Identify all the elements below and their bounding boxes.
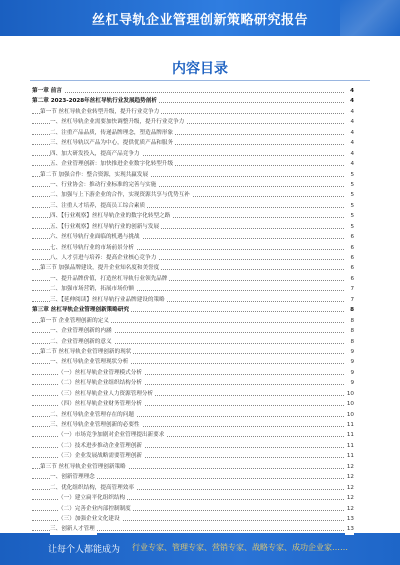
toc-entry-label: 一、丝杠导轨企业管理现状分析 — [50, 357, 130, 367]
table-of-contents — [32, 86, 354, 535]
toc-entry-page: 8 — [348, 326, 354, 336]
toc-entry-label: 七、丝杠导轨行业的市场前景分析 — [50, 243, 136, 253]
toc-entry-label: 一、企业管理创新的内涵 — [50, 326, 114, 336]
toc-entry-label: 二、企业管理创新的意义 — [50, 337, 114, 347]
toc-entry[interactable] — [32, 170, 354, 180]
toc-entry[interactable] — [32, 243, 354, 253]
toc-entry-label: 第三章 丝杠导轨企业管理创新策略研究 — [32, 305, 131, 315]
toc-entry-page: 6 — [348, 232, 354, 242]
footer-slogan: 让每个人都能成为 — [48, 545, 121, 555]
toc-entry-page: 6 — [348, 253, 354, 263]
toc-entry-label: 一、提升品牌价值，打造丝杠导轨行业领先品牌 — [50, 274, 169, 284]
toc-entry[interactable] — [32, 472, 354, 482]
toc-entry-label: 第三节 丝杠导轨企业管理创新策略 — [40, 462, 128, 472]
toc-entry-label: （一）市场竞争加剧对企业管理提出新要求 — [58, 430, 166, 440]
toc-entry[interactable] — [32, 190, 354, 200]
toc-entry[interactable] — [32, 263, 354, 273]
toc-entry[interactable] — [32, 410, 354, 420]
toc-entry-label: 五、企业管理创新：加快推进企业数字化转型升级 — [50, 159, 175, 169]
toc-leader-dots — [32, 92, 344, 93]
toc-entry-label: 第一章 前言 — [32, 86, 64, 96]
toc-entry[interactable] — [32, 451, 354, 461]
toc-entry-page: 5 — [348, 180, 354, 190]
toc-entry-page: 12 — [345, 493, 354, 503]
toc-entry[interactable] — [32, 138, 354, 148]
toc-entry-page: 8 — [348, 305, 354, 315]
toc-entry[interactable] — [32, 347, 354, 357]
toc-entry-page: 10 — [345, 389, 354, 399]
toc-entry-page: 5 — [348, 190, 354, 200]
toc-entry-page: 6 — [348, 274, 354, 284]
toc-entry-label: 八、人才引进与培养：提高企业核心竞争力 — [50, 253, 158, 263]
toc-entry-page: 5 — [348, 222, 354, 232]
toc-entry[interactable] — [32, 295, 354, 305]
toc-entry-page: 9 — [348, 357, 354, 367]
toc-entry-label: 二、加强与上下游企业的合作，实现资源共享与优势互补 — [50, 190, 192, 200]
toc-entry-label: （三）加强企业文化建设 — [58, 514, 122, 524]
toc-entry[interactable] — [32, 389, 354, 399]
toc-entry-label: 三、注重人才培养，提高员工综合素质 — [50, 201, 147, 211]
toc-entry-label: （一）丝杠导轨企业管理模式分析 — [58, 368, 144, 378]
toc-entry-label: （三）丝杠导轨企业人力资源管理分析 — [58, 389, 155, 399]
toc-entry-label: 三、【延伸阅读】丝杠导轨行业品牌建设的策略 — [50, 295, 167, 305]
toc-entry[interactable] — [32, 504, 354, 514]
toc-entry[interactable] — [32, 514, 354, 524]
toc-entry-label: 二、注重产品品质，传递品牌理念，塑造品牌形象 — [50, 128, 175, 138]
toc-entry-page: 6 — [348, 243, 354, 253]
toc-entry-page: 4 — [348, 138, 354, 148]
header-banner — [0, 0, 400, 36]
toc-entry-label: 四、加大研发投入，提高产品竞争力 — [50, 149, 142, 159]
toc-heading: 内容目录 — [172, 61, 228, 77]
toc-entry-page: 5 — [348, 170, 354, 180]
toc-entry-label: （一）建立扁平化组织结构 — [58, 493, 127, 503]
toc-entry-page: 5 — [348, 211, 354, 221]
toc-entry-label: 六、丝杠导轨行业面临的机遇与挑战 — [50, 232, 142, 242]
toc-entry[interactable] — [32, 368, 354, 378]
toc-entry-page: 4 — [348, 159, 354, 169]
toc-entry[interactable] — [32, 222, 354, 232]
toc-entry-label: 四、【行业观察】丝杠导轨企业的数字化转型之路 — [50, 211, 172, 221]
toc-entry-page: 11 — [345, 451, 354, 461]
toc-entry-label: 第三节 加强品牌建设，提升企业知名度和美誉度 — [40, 263, 161, 273]
toc-entry-page: 6 — [348, 263, 354, 273]
toc-entry-label: 三、丝杠导轨企业管理创新的必要性 — [50, 420, 142, 430]
toc-entry-page: 7 — [348, 284, 354, 294]
toc-entry-page: 4 — [348, 107, 354, 117]
toc-entry-page: 10 — [345, 399, 354, 409]
toc-entry-page: 9 — [348, 368, 354, 378]
toc-entry-label: 第二章 2023-2028年丝杠导轨行业发展趋势剖析 — [32, 96, 159, 106]
toc-entry-page: 12 — [345, 462, 354, 472]
toc-entry[interactable] — [32, 128, 354, 138]
toc-entry-label: 二、加强市场营销，拓展市场份额 — [50, 284, 136, 294]
toc-entry[interactable] — [32, 107, 354, 117]
toc-entry-label: 第一节 丝杠导轨企业转型升级，提升行业竞争力 — [40, 107, 161, 117]
toc-entry-page: 5 — [348, 201, 354, 211]
toc-entry-page: 11 — [345, 420, 354, 430]
toc-entry-label: （二）丝杠导轨企业组织结构分析 — [58, 378, 144, 388]
toc-entry-label: 三、创新人才管理 — [50, 524, 97, 534]
toc-entry[interactable] — [32, 316, 354, 326]
toc-entry-page: 13 — [345, 514, 354, 524]
toc-divider — [30, 80, 370, 81]
toc-entry[interactable] — [32, 399, 354, 409]
toc-entry-label: 第二节 加强合作：整合资源，实现共赢发展 — [40, 170, 150, 180]
toc-entry-page: 12 — [345, 504, 354, 514]
toc-entry[interactable] — [32, 86, 354, 96]
toc-entry-page: 9 — [348, 378, 354, 388]
toc-entry-label: 五、【行业观察】丝杠导轨行业的创新与发展 — [50, 222, 161, 232]
toc-entry-page: 10 — [345, 410, 354, 420]
toc-entry[interactable] — [32, 483, 354, 493]
toc-entry[interactable] — [32, 211, 354, 221]
toc-entry-label: 一、行业协会：推动行业标准的完善与实施 — [50, 180, 158, 190]
toc-entry[interactable] — [32, 420, 354, 430]
toc-entry[interactable] — [32, 305, 354, 315]
toc-entry-page: 7 — [348, 295, 354, 305]
toc-entry-page: 9 — [348, 347, 354, 357]
footer-banner — [0, 533, 400, 565]
toc-entry-page: 8 — [348, 316, 354, 326]
toc-entry[interactable] — [32, 378, 354, 388]
toc-entry-label: 二、丝杠导轨企业管理存在的问题 — [50, 410, 136, 420]
toc-entry-page: 12 — [345, 472, 354, 482]
toc-entry[interactable] — [32, 96, 354, 106]
toc-entry-page: 12 — [345, 483, 354, 493]
toc-entry-label: （二）完善企业内部控制制度 — [58, 504, 133, 514]
toc-entry-page: 4 — [348, 149, 354, 159]
toc-entry-label: 第二节 丝杠导轨企业管理创新的现状 — [40, 347, 133, 357]
toc-entry[interactable] — [32, 462, 354, 472]
toc-entry-label: 二、优化组织结构，提高管理效率 — [50, 483, 136, 493]
toc-entry-label: 一、创新管理理念 — [50, 472, 97, 482]
toc-entry-page: 11 — [345, 430, 354, 440]
toc-entry-page: 4 — [348, 96, 354, 106]
toc-entry-label: 第一节 企业管理创新的定义 — [40, 316, 111, 326]
toc-entry[interactable] — [32, 180, 354, 190]
toc-entry[interactable] — [32, 201, 354, 211]
toc-entry-label: （三）企业发展战略需要管理创新 — [58, 451, 144, 461]
toc-entry-label: 一、丝杠导轨企业需要加快调整升级，提升行业竞争力 — [50, 117, 186, 127]
toc-entry-label: 三、丝杠导轨以产品为中心，提供优质产品和服务 — [50, 138, 175, 148]
toc-entry-label: （二）技术进步推动企业管理创新 — [58, 441, 144, 451]
toc-entry[interactable] — [32, 441, 354, 451]
toc-entry[interactable] — [32, 253, 354, 263]
toc-entry-page: 11 — [345, 441, 354, 451]
toc-entry[interactable] — [32, 274, 354, 284]
toc-entry[interactable] — [32, 430, 354, 440]
report-title: 丝杠导轨企业管理创新策略研究报告 — [91, 13, 308, 28]
toc-entry-page: 4 — [348, 128, 354, 138]
toc-entry[interactable] — [32, 232, 354, 242]
toc-entry-page: 13 — [345, 524, 354, 534]
toc-entry-page: 8 — [348, 337, 354, 347]
footer-roles: 行业专家、管理专家、营销专家、战略专家、成功企业家…… — [132, 543, 348, 552]
toc-entry[interactable] — [32, 117, 354, 127]
toc-entry[interactable] — [32, 326, 354, 336]
toc-entry-page: 4 — [348, 117, 354, 127]
toc-entry-page: 4 — [348, 86, 354, 96]
toc-entry[interactable] — [32, 357, 354, 367]
toc-entry[interactable] — [32, 493, 354, 503]
toc-entry[interactable] — [32, 149, 354, 159]
toc-entry[interactable] — [32, 337, 354, 347]
toc-entry[interactable] — [32, 159, 354, 169]
toc-entry-label: （四）丝杠导轨企业财务管理分析 — [58, 399, 144, 409]
toc-entry[interactable] — [32, 284, 354, 294]
